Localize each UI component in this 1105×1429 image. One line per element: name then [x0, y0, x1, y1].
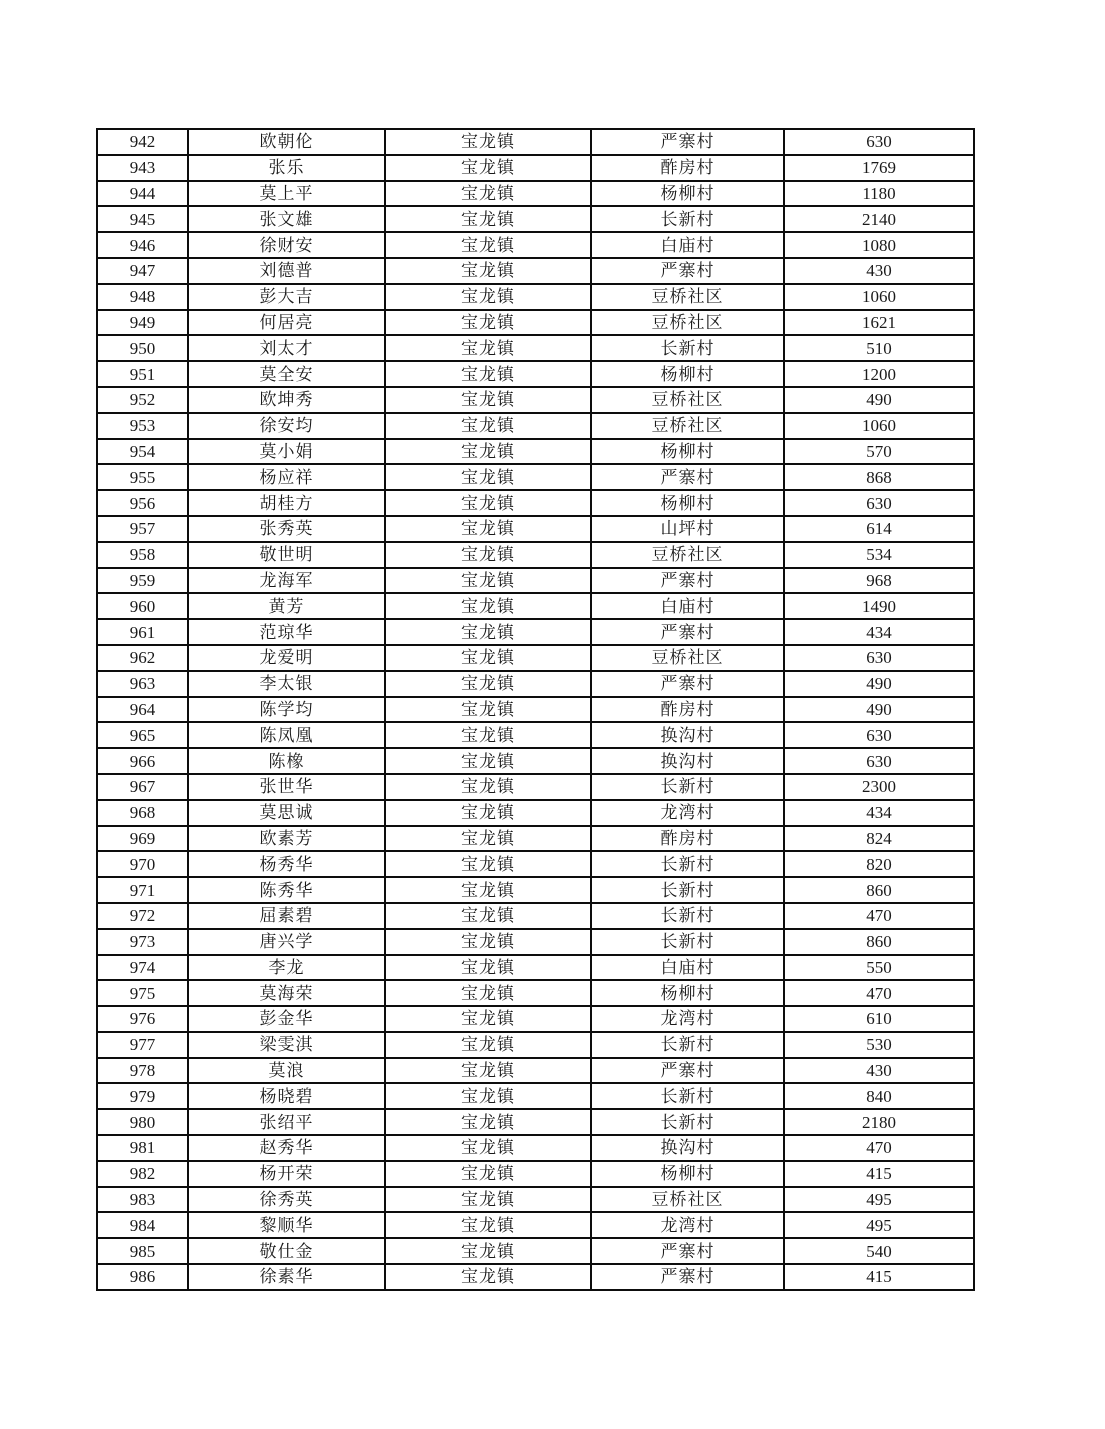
- cell-person-name: 莫思诚: [188, 800, 385, 826]
- cell-person-name: 彭大吉: [188, 284, 385, 310]
- cell-person-name: 欧素芳: [188, 826, 385, 852]
- table-row: [97, 129, 974, 155]
- cell-sequence-number: 986: [97, 1264, 188, 1290]
- cell-amount: 2180: [784, 1109, 974, 1135]
- cell-town: 宝龙镇: [385, 1212, 591, 1238]
- cell-person-name: 张绍平: [188, 1109, 385, 1135]
- table-row: [97, 593, 974, 619]
- cell-town: 宝龙镇: [385, 826, 591, 852]
- table-row: [97, 955, 974, 981]
- cell-amount: 550: [784, 955, 974, 981]
- cell-village: 杨柳村: [591, 1161, 784, 1187]
- cell-person-name: 莫浪: [188, 1058, 385, 1084]
- cell-town: 宝龙镇: [385, 1187, 591, 1213]
- cell-person-name: 杨晓碧: [188, 1083, 385, 1109]
- cell-amount: 824: [784, 826, 974, 852]
- cell-sequence-number: 952: [97, 387, 188, 413]
- table-row: [97, 980, 974, 1006]
- table-row: [97, 748, 974, 774]
- table-row: [97, 1006, 974, 1032]
- cell-sequence-number: 953: [97, 413, 188, 439]
- table-row: [97, 619, 974, 645]
- cell-town: 宝龙镇: [385, 232, 591, 258]
- cell-person-name: 徐安均: [188, 413, 385, 439]
- cell-sequence-number: 962: [97, 645, 188, 671]
- cell-village: 严寨村: [591, 1264, 784, 1290]
- cell-village: 长新村: [591, 335, 784, 361]
- cell-person-name: 李太银: [188, 671, 385, 697]
- cell-person-name: 李龙: [188, 955, 385, 981]
- cell-sequence-number: 948: [97, 284, 188, 310]
- cell-amount: 630: [784, 722, 974, 748]
- cell-amount: 495: [784, 1212, 974, 1238]
- table-row: [97, 464, 974, 490]
- cell-sequence-number: 982: [97, 1161, 188, 1187]
- cell-village: 严寨村: [591, 671, 784, 697]
- cell-village: 酢房村: [591, 697, 784, 723]
- cell-village: 严寨村: [591, 1058, 784, 1084]
- cell-village: 龙湾村: [591, 800, 784, 826]
- cell-sequence-number: 983: [97, 1187, 188, 1213]
- cell-sequence-number: 954: [97, 439, 188, 465]
- cell-amount: 490: [784, 387, 974, 413]
- cell-town: 宝龙镇: [385, 542, 591, 568]
- cell-village: 严寨村: [591, 568, 784, 594]
- cell-village: 豆桥社区: [591, 387, 784, 413]
- cell-sequence-number: 956: [97, 490, 188, 516]
- cell-person-name: 陈秀华: [188, 877, 385, 903]
- cell-town: 宝龙镇: [385, 1238, 591, 1264]
- cell-sequence-number: 945: [97, 206, 188, 232]
- cell-amount: 1060: [784, 413, 974, 439]
- cell-amount: 2300: [784, 774, 974, 800]
- cell-sequence-number: 951: [97, 361, 188, 387]
- cell-village: 豆桥社区: [591, 310, 784, 336]
- table-row: [97, 826, 974, 852]
- cell-town: 宝龙镇: [385, 851, 591, 877]
- cell-person-name: 何居亮: [188, 310, 385, 336]
- cell-person-name: 欧朝伦: [188, 129, 385, 155]
- cell-village: 换沟村: [591, 748, 784, 774]
- cell-village: 山坪村: [591, 516, 784, 542]
- cell-person-name: 张秀英: [188, 516, 385, 542]
- cell-town: 宝龙镇: [385, 1006, 591, 1032]
- cell-sequence-number: 966: [97, 748, 188, 774]
- cell-village: 严寨村: [591, 1238, 784, 1264]
- cell-amount: 430: [784, 1058, 974, 1084]
- cell-amount: 490: [784, 697, 974, 723]
- cell-village: 长新村: [591, 774, 784, 800]
- table-row: [97, 645, 974, 671]
- cell-village: 白庙村: [591, 955, 784, 981]
- cell-town: 宝龙镇: [385, 800, 591, 826]
- cell-village: 换沟村: [591, 722, 784, 748]
- cell-sequence-number: 979: [97, 1083, 188, 1109]
- cell-sequence-number: 971: [97, 877, 188, 903]
- cell-village: 豆桥社区: [591, 542, 784, 568]
- cell-town: 宝龙镇: [385, 206, 591, 232]
- cell-person-name: 莫小娟: [188, 439, 385, 465]
- table-row: [97, 877, 974, 903]
- cell-amount: 430: [784, 258, 974, 284]
- table-row: [97, 1135, 974, 1161]
- cell-person-name: 张文雄: [188, 206, 385, 232]
- cell-amount: 540: [784, 1238, 974, 1264]
- cell-village: 长新村: [591, 1032, 784, 1058]
- cell-town: 宝龙镇: [385, 929, 591, 955]
- cell-sequence-number: 957: [97, 516, 188, 542]
- cell-amount: 860: [784, 929, 974, 955]
- cell-amount: 470: [784, 980, 974, 1006]
- cell-amount: 434: [784, 619, 974, 645]
- cell-town: 宝龙镇: [385, 568, 591, 594]
- cell-amount: 860: [784, 877, 974, 903]
- cell-sequence-number: 942: [97, 129, 188, 155]
- cell-person-name: 欧坤秀: [188, 387, 385, 413]
- cell-village: 严寨村: [591, 258, 784, 284]
- cell-town: 宝龙镇: [385, 490, 591, 516]
- table-row: [97, 800, 974, 826]
- cell-town: 宝龙镇: [385, 387, 591, 413]
- table-row: [97, 697, 974, 723]
- cell-person-name: 杨应祥: [188, 464, 385, 490]
- cell-sequence-number: 980: [97, 1109, 188, 1135]
- cell-person-name: 龙爱明: [188, 645, 385, 671]
- cell-sequence-number: 965: [97, 722, 188, 748]
- cell-village: 豆桥社区: [591, 284, 784, 310]
- cell-person-name: 屈素碧: [188, 903, 385, 929]
- cell-town: 宝龙镇: [385, 516, 591, 542]
- cell-person-name: 陈学均: [188, 697, 385, 723]
- cell-town: 宝龙镇: [385, 619, 591, 645]
- cell-village: 换沟村: [591, 1135, 784, 1161]
- cell-village: 长新村: [591, 903, 784, 929]
- cell-person-name: 杨秀华: [188, 851, 385, 877]
- table-row: [97, 361, 974, 387]
- cell-sequence-number: 974: [97, 955, 188, 981]
- cell-town: 宝龙镇: [385, 645, 591, 671]
- table-row: [97, 929, 974, 955]
- table-row: [97, 490, 974, 516]
- cell-town: 宝龙镇: [385, 1083, 591, 1109]
- cell-sequence-number: 977: [97, 1032, 188, 1058]
- cell-town: 宝龙镇: [385, 903, 591, 929]
- cell-amount: 1200: [784, 361, 974, 387]
- cell-town: 宝龙镇: [385, 129, 591, 155]
- cell-person-name: 龙海军: [188, 568, 385, 594]
- cell-amount: 630: [784, 748, 974, 774]
- cell-sequence-number: 972: [97, 903, 188, 929]
- table-row: [97, 181, 974, 207]
- cell-village: 严寨村: [591, 129, 784, 155]
- cell-sequence-number: 975: [97, 980, 188, 1006]
- table-row: [97, 1212, 974, 1238]
- table-body: [97, 129, 974, 1290]
- cell-person-name: 刘太才: [188, 335, 385, 361]
- cell-amount: 630: [784, 129, 974, 155]
- cell-town: 宝龙镇: [385, 335, 591, 361]
- cell-person-name: 范琼华: [188, 619, 385, 645]
- cell-sequence-number: 967: [97, 774, 188, 800]
- table-row: [97, 516, 974, 542]
- cell-sequence-number: 973: [97, 929, 188, 955]
- cell-amount: 534: [784, 542, 974, 568]
- cell-amount: 840: [784, 1083, 974, 1109]
- cell-town: 宝龙镇: [385, 439, 591, 465]
- cell-amount: 470: [784, 1135, 974, 1161]
- cell-sequence-number: 976: [97, 1006, 188, 1032]
- cell-amount: 570: [784, 439, 974, 465]
- cell-village: 白庙村: [591, 232, 784, 258]
- cell-amount: 968: [784, 568, 974, 594]
- cell-village: 龙湾村: [591, 1212, 784, 1238]
- cell-town: 宝龙镇: [385, 361, 591, 387]
- cell-village: 白庙村: [591, 593, 784, 619]
- cell-person-name: 徐财安: [188, 232, 385, 258]
- table-row: [97, 1109, 974, 1135]
- cell-person-name: 彭金华: [188, 1006, 385, 1032]
- cell-amount: 1060: [784, 284, 974, 310]
- cell-town: 宝龙镇: [385, 1058, 591, 1084]
- cell-village: 长新村: [591, 1083, 784, 1109]
- cell-sequence-number: 946: [97, 232, 188, 258]
- table-row: [97, 155, 974, 181]
- table-row: [97, 1264, 974, 1290]
- cell-village: 长新村: [591, 1109, 784, 1135]
- cell-sequence-number: 985: [97, 1238, 188, 1264]
- cell-amount: 495: [784, 1187, 974, 1213]
- cell-amount: 610: [784, 1006, 974, 1032]
- cell-village: 严寨村: [591, 464, 784, 490]
- cell-amount: 415: [784, 1264, 974, 1290]
- cell-person-name: 莫海荣: [188, 980, 385, 1006]
- table-row: [97, 413, 974, 439]
- cell-town: 宝龙镇: [385, 1135, 591, 1161]
- cell-person-name: 莫全安: [188, 361, 385, 387]
- cell-person-name: 徐秀英: [188, 1187, 385, 1213]
- cell-village: 严寨村: [591, 619, 784, 645]
- cell-amount: 1080: [784, 232, 974, 258]
- cell-amount: 1180: [784, 181, 974, 207]
- cell-sequence-number: 955: [97, 464, 188, 490]
- beneficiary-table: [96, 128, 975, 1291]
- cell-sequence-number: 963: [97, 671, 188, 697]
- cell-sequence-number: 959: [97, 568, 188, 594]
- cell-village: 长新村: [591, 929, 784, 955]
- cell-person-name: 刘德普: [188, 258, 385, 284]
- cell-amount: 510: [784, 335, 974, 361]
- cell-town: 宝龙镇: [385, 310, 591, 336]
- cell-town: 宝龙镇: [385, 1032, 591, 1058]
- cell-sequence-number: 961: [97, 619, 188, 645]
- cell-sequence-number: 944: [97, 181, 188, 207]
- cell-sequence-number: 968: [97, 800, 188, 826]
- cell-amount: 614: [784, 516, 974, 542]
- cell-person-name: 敬仕金: [188, 1238, 385, 1264]
- cell-amount: 434: [784, 800, 974, 826]
- cell-town: 宝龙镇: [385, 413, 591, 439]
- cell-town: 宝龙镇: [385, 774, 591, 800]
- table-row: [97, 284, 974, 310]
- table-row: [97, 310, 974, 336]
- cell-person-name: 黎顺华: [188, 1212, 385, 1238]
- cell-town: 宝龙镇: [385, 877, 591, 903]
- table-row: [97, 1058, 974, 1084]
- cell-village: 长新村: [591, 206, 784, 232]
- cell-amount: 630: [784, 645, 974, 671]
- table-row: [97, 439, 974, 465]
- cell-amount: 820: [784, 851, 974, 877]
- cell-amount: 530: [784, 1032, 974, 1058]
- table-row: [97, 851, 974, 877]
- cell-sequence-number: 984: [97, 1212, 188, 1238]
- cell-sequence-number: 943: [97, 155, 188, 181]
- cell-village: 豆桥社区: [591, 413, 784, 439]
- cell-person-name: 陈橡: [188, 748, 385, 774]
- cell-amount: 1621: [784, 310, 974, 336]
- cell-village: 长新村: [591, 851, 784, 877]
- table-row: [97, 1083, 974, 1109]
- cell-town: 宝龙镇: [385, 671, 591, 697]
- cell-sequence-number: 970: [97, 851, 188, 877]
- cell-town: 宝龙镇: [385, 722, 591, 748]
- cell-person-name: 莫上平: [188, 181, 385, 207]
- cell-person-name: 张乐: [188, 155, 385, 181]
- table-row: [97, 258, 974, 284]
- table-row: [97, 722, 974, 748]
- table-row: [97, 232, 974, 258]
- cell-town: 宝龙镇: [385, 284, 591, 310]
- table-row: [97, 1187, 974, 1213]
- cell-town: 宝龙镇: [385, 593, 591, 619]
- cell-person-name: 唐兴学: [188, 929, 385, 955]
- cell-village: 杨柳村: [591, 181, 784, 207]
- cell-village: 长新村: [591, 877, 784, 903]
- cell-town: 宝龙镇: [385, 980, 591, 1006]
- cell-sequence-number: 969: [97, 826, 188, 852]
- cell-person-name: 梁雯淇: [188, 1032, 385, 1058]
- table-row: [97, 1032, 974, 1058]
- cell-amount: 1490: [784, 593, 974, 619]
- table-row: [97, 1161, 974, 1187]
- cell-village: 杨柳村: [591, 439, 784, 465]
- cell-person-name: 徐素华: [188, 1264, 385, 1290]
- cell-person-name: 胡桂方: [188, 490, 385, 516]
- cell-town: 宝龙镇: [385, 697, 591, 723]
- cell-sequence-number: 981: [97, 1135, 188, 1161]
- cell-village: 豆桥社区: [591, 645, 784, 671]
- cell-village: 杨柳村: [591, 490, 784, 516]
- cell-town: 宝龙镇: [385, 181, 591, 207]
- cell-sequence-number: 947: [97, 258, 188, 284]
- table-row: [97, 903, 974, 929]
- cell-village: 杨柳村: [591, 980, 784, 1006]
- cell-village: 杨柳村: [591, 361, 784, 387]
- table-row: [97, 1238, 974, 1264]
- cell-person-name: 陈凤凰: [188, 722, 385, 748]
- table-row: [97, 387, 974, 413]
- cell-sequence-number: 949: [97, 310, 188, 336]
- cell-town: 宝龙镇: [385, 1109, 591, 1135]
- cell-amount: 2140: [784, 206, 974, 232]
- cell-person-name: 敬世明: [188, 542, 385, 568]
- cell-amount: 470: [784, 903, 974, 929]
- cell-sequence-number: 958: [97, 542, 188, 568]
- cell-sequence-number: 960: [97, 593, 188, 619]
- cell-sequence-number: 950: [97, 335, 188, 361]
- table-row: [97, 335, 974, 361]
- cell-amount: 868: [784, 464, 974, 490]
- cell-town: 宝龙镇: [385, 1264, 591, 1290]
- cell-person-name: 赵秀华: [188, 1135, 385, 1161]
- table-row: [97, 671, 974, 697]
- cell-sequence-number: 978: [97, 1058, 188, 1084]
- cell-town: 宝龙镇: [385, 155, 591, 181]
- cell-person-name: 张世华: [188, 774, 385, 800]
- cell-person-name: 杨开荣: [188, 1161, 385, 1187]
- cell-person-name: 黄芳: [188, 593, 385, 619]
- cell-village: 酢房村: [591, 826, 784, 852]
- table-row: [97, 774, 974, 800]
- table-row: [97, 206, 974, 232]
- cell-amount: 415: [784, 1161, 974, 1187]
- cell-town: 宝龙镇: [385, 955, 591, 981]
- cell-amount: 630: [784, 490, 974, 516]
- cell-amount: 1769: [784, 155, 974, 181]
- cell-village: 酢房村: [591, 155, 784, 181]
- cell-town: 宝龙镇: [385, 1161, 591, 1187]
- cell-town: 宝龙镇: [385, 258, 591, 284]
- cell-town: 宝龙镇: [385, 464, 591, 490]
- cell-sequence-number: 964: [97, 697, 188, 723]
- cell-town: 宝龙镇: [385, 748, 591, 774]
- cell-village: 豆桥社区: [591, 1187, 784, 1213]
- table-row: [97, 568, 974, 594]
- cell-village: 龙湾村: [591, 1006, 784, 1032]
- table-row: [97, 542, 974, 568]
- cell-amount: 490: [784, 671, 974, 697]
